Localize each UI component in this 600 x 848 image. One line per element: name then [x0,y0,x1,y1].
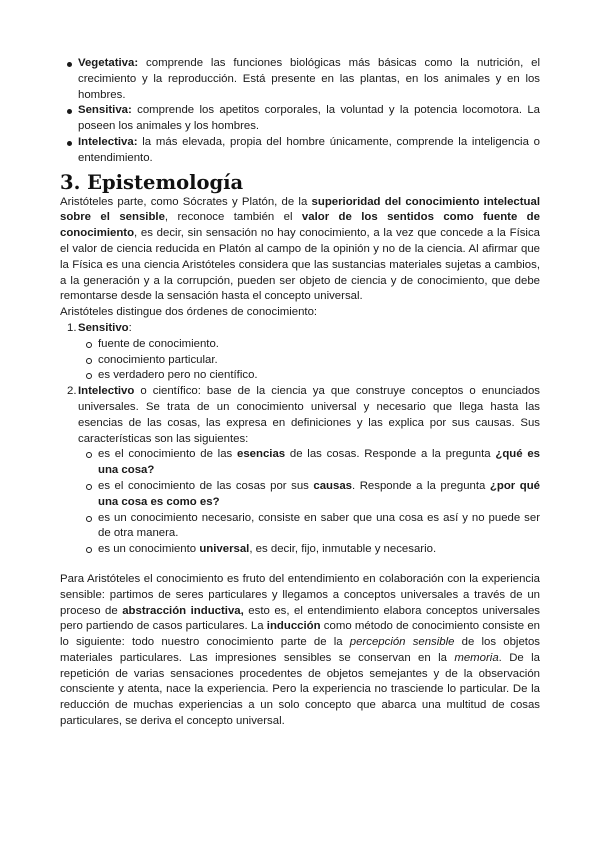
knowledge-orders-list [60,321,540,558]
text-run: . De la repetición de varias sensaciones procedentes de objetos semejantes y de la observación consciente y atenta, nace la experiencia. Pero la experiencia no trasciende lo particular. De la reducción de muchas experiencias a un solo concepto que abarca una multitud de cosas particulares, se deriva el concepto universal. [60,651,540,728]
list-item [98,479,540,511]
list-item-sensitive [78,321,540,384]
spacer [60,558,540,572]
term-intelectivo: Intelectivo [78,385,135,398]
item-text: : [128,321,132,334]
list-item [78,103,540,135]
section-heading: 3. Epistemología [60,170,244,194]
bold-run: ¿qué es una cosa? [98,448,540,477]
italic-run: percepción sensible [349,636,455,649]
text-run: , es decir, fijo, inmutable y necesario. [249,543,437,556]
intellective-features-list [78,447,540,558]
text-run: es el conocimiento de las [98,448,237,461]
text-run: , reconoce también el [164,211,302,224]
list-item: es verdadero pero no científico. [98,368,540,384]
list-item-intellective [78,384,540,558]
term-intelectiva: Intelectiva: [78,135,138,148]
bold-run: abstracción inductiva, [122,604,244,617]
intro-paragraph [60,195,540,306]
term-vegetativa: Vegetativa: [78,57,139,69]
sensitive-features-list [78,337,540,384]
italic-run: memoria [454,651,499,664]
list-item [98,447,540,479]
bold-run: ¿por qué una cosa es como es? [98,479,540,508]
term-sensitiva: Sensitiva: [78,104,132,117]
document-page [60,56,540,730]
bold-run: universal [199,543,250,556]
text-run: es el conocimiento de las cosas por sus [98,479,314,492]
text-run: , es decir, sin sensación no hay conocimiento, a la vez que concede a la Física el valor de ciencia reducida en Platón al campo de la opinión y no de la ciencia. Al afirmar que la Física es una ciencia Aristóteles considera que las sustancias materiales sujetas a cambios, a la generación y a la corrupción, pueden ser objeto de ciencia y de conocimiento, que debe remontarse desde la sensación hasta el concepto universal. [60,227,540,303]
term-sensitivo: Sensitivo [78,321,129,334]
list-item [78,135,540,167]
bold-run: valor de los sentidos como fuente de conocimiento [60,211,540,240]
text-run: de los objetos materiales particulares. Las impresiones sensibles se conservan en la [60,636,540,664]
item-text: o científico: base de la ciencia ya que construye conceptos o enunciados universales. Se trata de un conocimiento universal y necesario que llega hasta las esencias de las cosas, las expresa en definiciones y las explica por sus causas. Sus características son las siguientes: [78,385,540,445]
item-text: comprende las funciones biológicas más básicas como la nutrición, el crecimiento y la reproducción. Está presente en las plantas, en los animales y en los hombres. [78,57,540,101]
text-run: Para Aristóteles el conocimiento es fruto del entendimiento en colaboración con la experiencia sensible: partimos de seres particulares y llegamos a conceptos universales a través de un proceso de [60,572,540,617]
list-item [78,56,540,103]
orders-intro: Aristóteles distingue dos órdenes de conocimiento: [60,306,318,319]
bold-run: superioridad del conocimiento intelectual sobre el sensible [60,195,541,224]
list-item: fuente de conocimiento. [98,337,540,353]
text-run: esto es, el entendimiento elabora conceptos universales pero partiendo de casos particulares. La [60,604,540,633]
item-text: comprende los apetitos corporales, la voluntad y la potencia locomotora. La poseen los animales y los hombres. [78,104,540,133]
list-item [98,542,540,558]
bold-run: inducción [266,620,321,633]
text-run: de las cosas. Responde a la pregunta [285,448,496,461]
list-item: conocimiento particular. [98,353,540,369]
text-run: Aristóteles parte, como Sócrates y Platón, de la [60,195,312,208]
bold-run: causas [313,479,353,492]
bold-run: esencias [236,448,286,461]
item-text: la más elevada, propia del hombre únicamente, comprende la inteligencia o entendimiento. [78,135,540,164]
list-item: es un conocimiento necesario, consiste en saber que una cosa es así y no puede ser de otra manera. [98,511,540,543]
soul-types-list [60,56,540,167]
closing-paragraph [60,572,540,730]
text-run: como método de conocimiento consiste en lo siguiente: todo nuestro conocimiento parte de la [60,620,540,649]
text-run: . Responde a la pregunta [352,479,490,492]
text-run: es un conocimiento [98,543,200,556]
